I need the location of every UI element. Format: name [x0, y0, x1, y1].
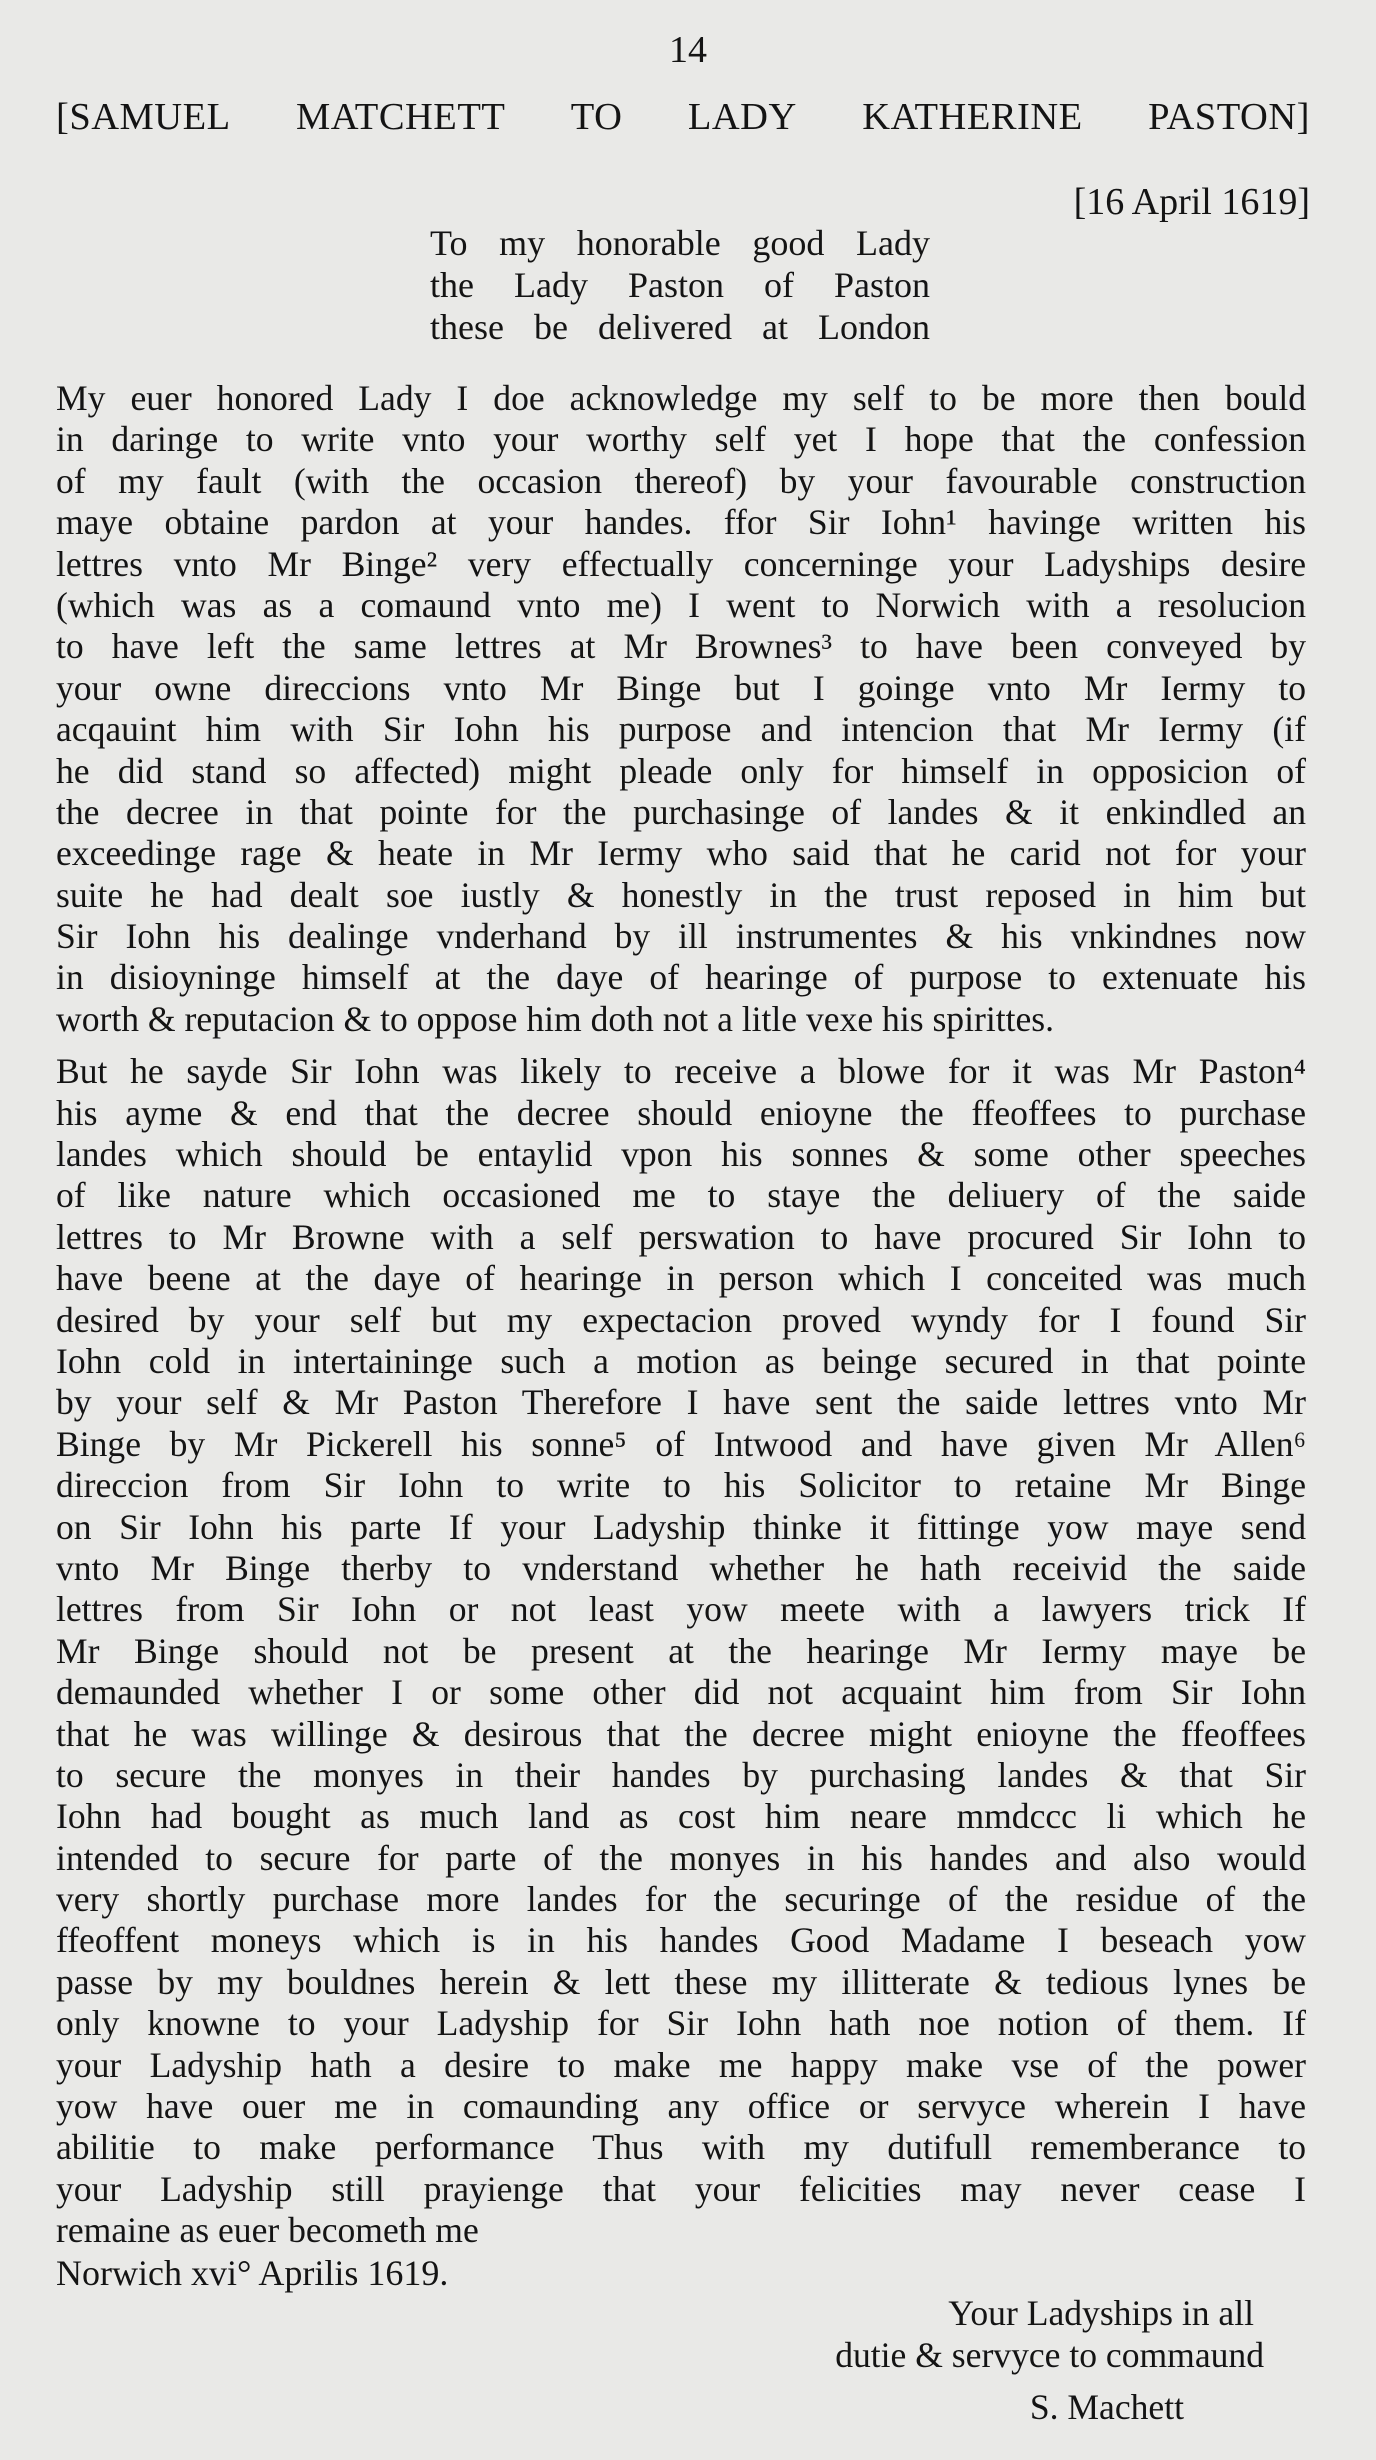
- paragraph-2-line: landes which should be entaylid vpon his sonnes & some other speeches: [56, 1134, 1306, 1175]
- paragraph-2-line: direccion from Sir Iohn to write to his Solicitor to retaine Mr Binge: [56, 1465, 1306, 1506]
- paragraph-1-line: lettres vnto Mr Binge² very effectually concerninge your Ladyships desire: [56, 543, 1306, 584]
- paragraph-1-line: My euer honored Lady I doe acknowledge my self to be more then bould: [56, 378, 1306, 418]
- paragraph-1-line: your owne direccions vnto Mr Binge but I goinge vnto Mr Iermy to: [56, 667, 1306, 708]
- letter-body: [56, 378, 1306, 2252]
- paragraph-1-line: in disioyninge himself at the daye of hearinge of purpose to extenuate his: [56, 957, 1306, 998]
- paragraph-2-line: Mr Binge should not be present at the hearinge Mr Iermy maye be: [56, 1630, 1306, 1671]
- paragraph-2-line: your Ladyship still prayienge that your felicities may never cease I: [56, 2168, 1306, 2209]
- paragraph-1-line: (which was as a comaund vnto me) I went to Norwich with a resolucion: [56, 584, 1306, 625]
- paragraph-2-line: his ayme & end that the decree should enioyne the ffeoffees to purchase: [56, 1092, 1306, 1133]
- letter-address: [430, 222, 930, 348]
- address-line: To my honorable good Lady: [430, 223, 930, 263]
- paragraph-1-line: he did stand so affected) might pleade only for himself in opposicion of: [56, 750, 1306, 791]
- address-line: the Lady Paston of Paston: [430, 265, 930, 305]
- paragraph-1-line: to have left the same lettres at Mr Brownes³ to have been conveyed by: [56, 626, 1306, 667]
- paragraph-1-line: worth & reputacion & to oppose him doth not a litle vexe his spirittes.: [56, 998, 1055, 1039]
- paragraph-1-line: exceedinge rage & heate in Mr Iermy who said that he carid not for your: [56, 833, 1306, 874]
- paragraph-1-line: the decree in that pointe for the purchasinge of landes & it enkindled an: [56, 791, 1306, 832]
- closing-date: Norwich xvi° Aprilis 1619.: [56, 2253, 449, 2293]
- paragraph-1-line: maye obtaine pardon at your handes. ffor Sir Iohn¹ havinge written his: [56, 502, 1306, 543]
- paragraph-2-line: have beene at the daye of hearinge in person which I conceited was much: [56, 1258, 1306, 1299]
- paragraph-2-line: that he was willinge & desirous that the decree might enioyne the ffeoffees: [56, 1713, 1306, 1754]
- subscription-line: dutie & servyce to commaund: [835, 2335, 1264, 2375]
- paragraph-2-line: vnto Mr Binge therby to vnderstand whether he hath receivid the saide: [56, 1547, 1306, 1588]
- heading-word: LADY: [687, 96, 797, 138]
- heading-word: TO: [570, 96, 623, 138]
- paragraph-2-line: Iohn cold in intertaininge such a motion as beinge secured in that pointe: [56, 1340, 1306, 1381]
- paragraph-1-line: Sir Iohn his dealinge vnderhand by ill instrumentes & his vnkindnes now: [56, 916, 1306, 957]
- paragraph-gap: [56, 1040, 1306, 1051]
- paragraph-2-line: intended to secure for parte of the monyes in his handes and also would: [56, 1837, 1306, 1878]
- subscription-line: Your Ladyships in all: [948, 2293, 1254, 2333]
- signature: S. Machett: [1029, 2387, 1184, 2427]
- paragraph-2-line: by your self & Mr Paston Therefore I have sent the saide lettres vnto Mr: [56, 1382, 1306, 1423]
- paragraph-1-line: suite he had dealt soe iustly & honestly in the trust reposed in him but: [56, 874, 1306, 915]
- paragraph-2-line: lettres to Mr Browne with a self perswation to have procured Sir Iohn to: [56, 1216, 1306, 1257]
- paragraph-2-line: demaunded whether I or some other did not acquaint him from Sir Iohn: [56, 1672, 1306, 1713]
- heading-word: PASTON]: [1148, 96, 1310, 138]
- paragraph-2-line: yow have ouer me in comaunding any office or servyce wherein I have: [56, 2086, 1306, 2127]
- editorial-date: [16 April 1619]: [1073, 181, 1310, 223]
- letter-heading: [56, 95, 1310, 139]
- paragraph-2-line: of like nature which occasioned me to staye the deliuery of the saide: [56, 1175, 1306, 1216]
- paragraph-2-line: passe by my bouldnes herein & lett these my illitterate & tedious lynes be: [56, 1961, 1306, 2002]
- page-number: 14: [669, 29, 707, 71]
- paragraph-2-line: ffeoffent moneys which is in his handes Good Madame I beseach yow: [56, 1920, 1306, 1961]
- paragraph-2-line: very shortly purchase more landes for the securinge of the residue of the: [56, 1879, 1306, 1920]
- heading-word: MATCHETT: [296, 96, 506, 138]
- paragraph-2-line: abilitie to make performance Thus with my dutifull rememberance to: [56, 2127, 1306, 2168]
- paragraph-2-line: to secure the monyes in their handes by purchasing landes & that Sir: [56, 1754, 1306, 1795]
- subscription: [835, 2292, 1264, 2376]
- paragraph-1-line: in daringe to write vnto your worthy self yet I hope that the confession: [56, 419, 1306, 460]
- paragraph-2-line: on Sir Iohn his parte If your Ladyship thinke it fittinge yow maye send: [56, 1506, 1306, 1547]
- paragraph-2-line: only knowne to your Ladyship for Sir Iohn hath noe notion of them. If: [56, 2003, 1306, 2044]
- paragraph-1-line: acqauint him with Sir Iohn his purpose and intencion that Mr Iermy (if: [56, 709, 1306, 750]
- paragraph-2-line: desired by your self but my expectacion proved wyndy for I found Sir: [56, 1299, 1306, 1340]
- paragraph-2-line: lettres from Sir Iohn or not least yow meete with a lawyers trick If: [56, 1589, 1306, 1630]
- paragraph-2-line: Iohn had bought as much land as cost him neare mmdccc li which he: [56, 1796, 1306, 1837]
- paragraph-2-line: Binge by Mr Pickerell his sonne⁵ of Intwood and have given Mr Allen⁶: [56, 1423, 1306, 1464]
- paragraph-2-line: But he sayde Sir Iohn was likely to receive a blowe for it was Mr Paston⁴: [56, 1051, 1306, 1092]
- address-line: these be delivered at London: [430, 307, 930, 347]
- heading-word: KATHERINE: [862, 96, 1083, 138]
- paragraph-2-line: your Ladyship hath a desire to make me happy make vse of the power: [56, 2044, 1306, 2085]
- heading-word: [SAMUEL: [56, 96, 231, 138]
- paragraph-2-line: remaine as euer becometh me: [56, 2210, 479, 2251]
- paragraph-1-line: of my fault (with the occasion thereof) by your favourable construction: [56, 460, 1306, 501]
